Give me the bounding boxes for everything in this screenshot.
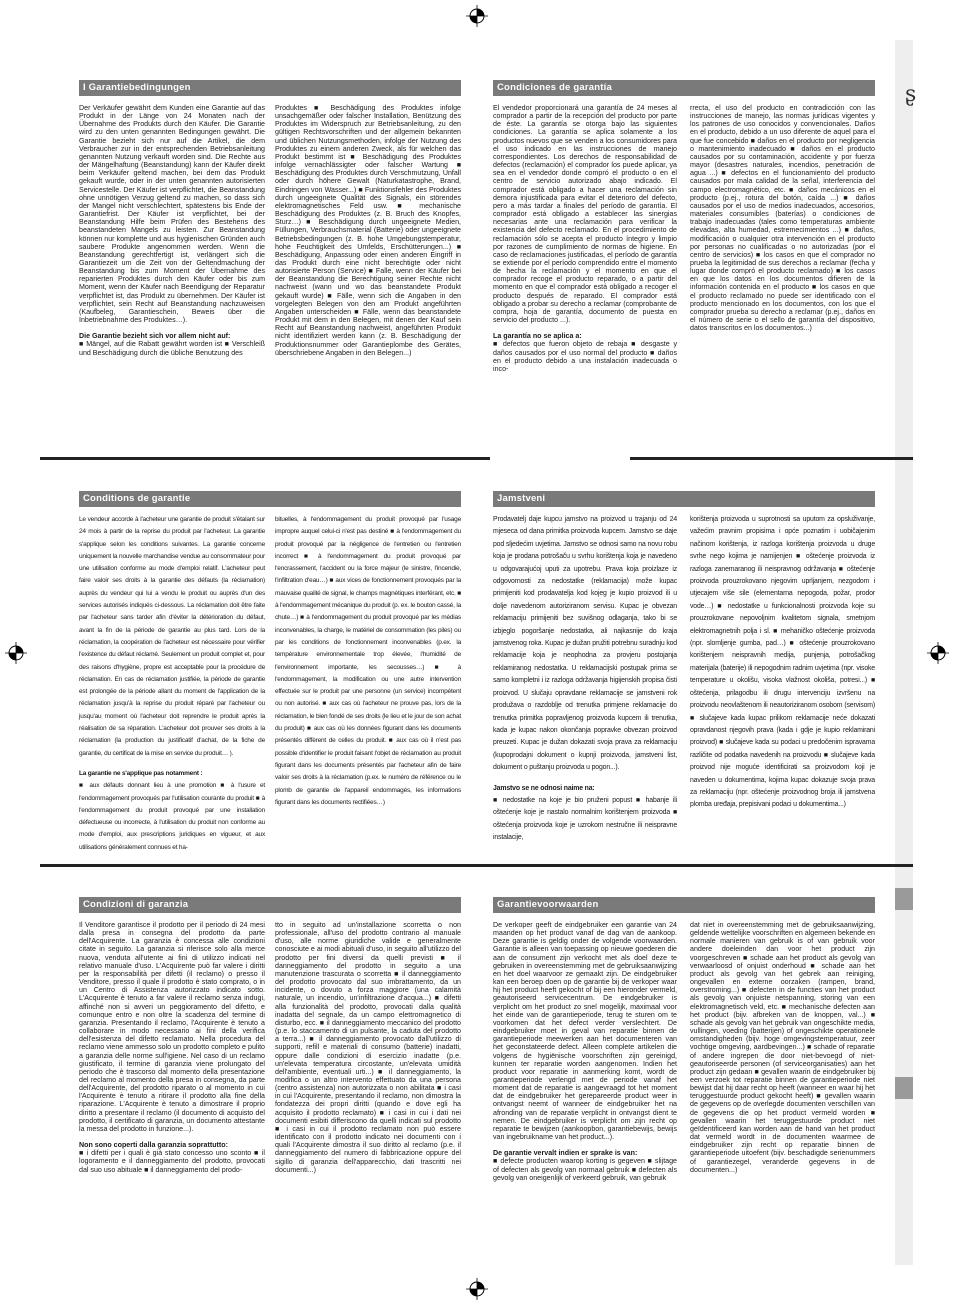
page-edge-tab: [895, 1077, 913, 1099]
exclusions-list: ■ i difetti per i quali è già stato concesso uno sconto ■ il logoramento e il danneggiamento del prodotto, provocati dal suo uso abituale ■ il danneggiamento del prodo-: [79, 1149, 265, 1174]
column-de-1: [79, 104, 265, 357]
section-title-de: I Garantiebedingungen: [79, 80, 461, 96]
column-hr-1: [493, 514, 677, 845]
cut-line: [40, 457, 913, 460]
column-nl-2: [690, 921, 875, 1174]
column-de-2: [275, 104, 461, 357]
paragraph: Der Verkäufer gewährt dem Kunden eine Garantie auf das Produkt in der Länge von 24 Monaten nach der Übernahme des Produkts durch den Käufer. Die Garantie wird zu den unten genannten Bedingungen gewährt. Die Garantie bezieht sich nur auf die Artikel, die dem Verbraucher zur in der entsprechenden Betriebsanleitung genannten Nutzung verkauft worden sind. Die Rechte aus der Mängelhaftung (Beanstandung) kann der Käufer direkt beim Verkäufer geltend machen, bei dem das Produkt gekauft wurde, oder in der unten genannten autorisierten Servicestelle. Der Käufer ist verpflichtet, die Beanstandung ohne unnötigen Verzug geltend zu machen, so dass sich der Mangel nicht verschlechtert, spätestens bis Ende der Garantiefrist. Der Käufer ist verpflichtet, bei der Beanstandung Hilfe beim Prüfen des Bestehens des beanstandeten Mangels zu leisten. Zur Beanstandung können nur komplette und aus hygienischen Gründen auch saubere Produkte angenommen werden. Wenn die Beanstandung gerechtfertigt ist, verlängert sich die Garantiezeit um die Zeit von der Geltendmachung der Beanstandung bis zum Moment der Übernahme des reparierten Produktes durch den Käufer oder bis zum Moment, wenn der Käufer nach Beendigung der Reparatur verpflichtet ist, das Produkt zu übernehmen. Der Käufer ist verpflichtet, sein Recht auf Beanstandung nachzuweisen (Kaufbeleg, Garantieschein, Beweis über die Inbetriebnahme des Produktes…).: [79, 104, 265, 325]
exclusions-list-cont: dat niet in overeenstemming met de gebruiksaanwijzing, geldende wettelijke voorschriften en algemeen bekende en normale manieren van gebruik is of van gebruik voor andere doeleinden dan voor het product zijn voorgeschreven ■ schade aan het product als gevolg van verwaarloosd of onjuist onderhoud ■ schade aan het product als gevolg van het gebrek aan reiniging, ongevallen en externe oorzaken (rampen, brand, overstroming...) ■ defecten in de functies van het product als gevolg van onjuiste netspanning, storing van een elektromagnetisch veld, etc. ■ mechanische defecten aan het product (bijv. afbreken van de knoppen, val...) ■ schade als gevolg van het gebruik van ongeschikte media, vullingen, voeding (batterijen) of ongeschikte operationele omstandigheden (bijv. hoge omgevingstemperatuur, zeer vochtige omgeving, aardbevingen...) ■ schade of reparatie of andere ingrepen die door niet-bevoegd of niet-geautoriseerde personen (of serviceorganisaties) aan het product zijn gedaan ■ gevallen waarin de eindgebruiker bij een verzoek tot reparatie binnen de garantieperiode niet bewijst dat hij daar recht op heeft (wanneer en waar hij het teruggestuurde product gekocht heeft) ■ gevallen waarin de gegevens op de overlegde documenten verschillen van de gegevens die op het product vermeld worden ■ gevallen waarin het teruggestuurde product niet geïdentificeerd kan worden aan de hand van het product dat vermeld wordt in de documenten waarmee de eindgebruiker zijn recht op reparatie binnen de garantieperiode uitoefent (bijv. beschadigde serienummers of garantiezegel, veranderde gegevens in de documenten...): [690, 921, 875, 1174]
column-fr-1: [79, 514, 265, 854]
column-hr-2: [690, 514, 875, 812]
corner-glyph: ʂ: [905, 82, 917, 107]
section-title-hr: Jamstveni: [493, 491, 875, 507]
paragraph: Il Venditore garantisce il prodotto per il periodo di 24 mesi dalla presa in consegna del prodotto da parte dell'Acquirente. La garanzia è concessa alle condizioni citate in seguito. La garanzia si riferisce solo alla merce nuova, venduta all'utente ai fini di utilizzo indicati nel relativo manuale d'uso. L'Acquirente può far valere i diritti per la responsabilità per difetti (il reclamo) o presso il Venditore, presso il quale il prodotto è stato comprato, o in un Centro di Assistenza autorizzato indicato sotto. L'Acquirente è tenuto a far valere il reclamo senza indugi, affinché non si avveri un peggioramento del difetto, e comunque entro e non oltre la scadenza del termine di garanzia. Presentando il reclamo, l'Acquirente è tenuto a collaborare in modo necessario ai fini della verifica dell'esistenza del difetto reclamato. Nella procedura del reclamo viene ammesso solo un prodotto completo e pulito a garanzia delle norme sull'igiene. Nel caso di un reclamo giustificato, il termine di garanzia viene prolungato del periodo che è trascorso dal momento della presentazione del reclamo al momento della presa in consegna, da parte dell'Acquirente, del prodotto riparato o al momento in cui l'Acquirente è tenuto a ritirare il prodotto alla fine della riparazione. L'Acquirente è tenuto a dimostrare il proprio diritto a presentare il reclamo (il documento di acquisto del prodotto, il certificato di garanzia, un documento attestante la messa del prodotto in funzione...).: [79, 921, 265, 1133]
column-nl-1: [493, 921, 677, 1182]
exclusions-heading: La garantie ne s'applique pas notamment :: [79, 769, 203, 777]
paragraph: El vendedor proporcionará una garantía de 24 meses al comprador a partir de la recepción del producto por parte de éste. La garantía se otorga bajo las siguientes condiciones. La garantía se aplica solamente a los productos nuevos que se venden a los consumidores para el uso indicado en las instrucciones de manejo correspondientes. Los derechos de responsabilidad de defectos (reclamación) el comprador los puede aplicar, ya sea en el vendedor donde compró el producto o en el centro de servicio autorizado abajo indicado. El comprador está obligado a hacer una reclamación sin demora injustificada para evitar el deterioro del defecto, pero a más tardar a finales del período de garantía. El comprador está obligado a establecer las sinergias necesarias ante una reclamación para verificar la existencia del defecto reclamado. En el procedimiento de reclamación sólo se acepta el producto íntegro y limpio por razones de cumplimiento de normas de higiene. En caso de reclamaciones justificadas, el período de garantía se extiende por el período comprendido entre el momento de hecha la reclamación y el momento en que el comprador recoge el producto reparado, o a partir del momento en que el comprador está obligado a recoger el producto después de reparado. El comprador está obligado a probar su derecho a reclamar (comprobante de compra, hoja de garantía, documento de puesta en servicio del producto ...).: [493, 104, 677, 325]
exclusions-list-cont: korištenja proizvoda u suprotnosti sa uputom za opsluživanje, važećim pravnim propisima i opće poznatim i uobičajenim načinom korištenja, iz razloga korištenja proizvoda u druge svrhe nego kojima je namijenjen ■ oštećenje proizvoda iz razloga zanemaranog ili neispravnog održavanja ■ oštećenje proizvoda prouzrokovano njegovim uprljanjem, nezgodom i utjecajem više sile (elementarna nepogoda, požar, prodor vode…) ■ nedostatke u funkcionalnosti proizvoda koje su prouzrokovane nepovoljnim kvalitetom signala, smetnjom elektromagnetnih polja i sl. ■ mehaničko oštećenje proizvoda (npr. slomljenje gumba, pad…) ■ oštećenje prouzrokovano korištenjem neispravnih medija, punjenja, potrošačkog materijala (baterije) ili nepogodnim radnim uvjetima (npr. visoke temperature u okolišu, visoka vlažnost okoliša, potresi...) ■ oštećenja, prilagodbu ili drugu intervenciju izvršenu na proizvodu neovlaštenom ili neautoriziranom osobom (servisom) ■ slučajeve kada kupac prilikom reklamacije neće dokazati opravdanost njegovih prava (kada i gdje je kupio reklamirani proizvod) ■ slučajeve kada su podaci u predočenim ispravama različite od podatka navedenih na proizvodu ■ slučajeve kada proizvod nije moguće identificirati sa proizvodom koji je naveden u dokumentima, kojima kupac dokazuje svoja prava za reklamaciju (npr. oštećenje proizvodnog broja ili jamstvena plomba uređaja, prepisivani podaci u dokumentima...): [690, 516, 875, 809]
registration-mark-bottom: [466, 1278, 488, 1300]
section-title-nl: Garantievoorwaarden: [493, 897, 875, 913]
page-edge-tab: [895, 888, 913, 910]
exclusions-list-cont: tto in seguito ad un'installazione scorretta o non professionale, all'uso del prodotto contrario al manuale d'uso, alle norme giuridiche valide e generalmente conosciute e ai modi abituali d'uso, in seguito all'utilizzo del prodotto per fini diversi da quelli previsti ■ il danneggiamento del prodotto in seguito a una manutenzione trascurata o scorretta ■ il danneggiamento del prodotto provocato dal suo imbrattamento, da un incidente, o dovuto a forza maggiore (una calamità naturale, un incendio, un'infiltrazione d'acqua...) ■ difetti alla funzionalità del prodotto, provocati dalla qualità inadatta del segnale, da un campo elettromagnetico di disturbo, ecc. ■ il danneggiamento meccanico del prodotto (p.e. lo staccamento di un pulsante, la caduta del prodotto a terra...) ■ il danneggiamento provocato dall'utilizzo di supporti, refill e materiali di consumo (batterie) inadatti, oppure dalle condizioni di esercizio inadatte (p.e. un'elevata temperatura circostante, un'elevata umidità dell'ambiente, eventuali urti...) ■ il danneggiamento, la modifica o un altro intervento effettuato da una persona (centro assistenza) non autorizzata o non abilitata ■ i casi in cui l'Acquirente, presentando il reclamo, non dimostra la fondatezza dei propri diritti (quando e dove egli ha acquisito il prodotto reclamato) ■ i casi in cui i dati nei documenti esibiti differiscono da quelli indicati sul prodotto ■ i casi in cui il prodotto reclamato non può essere identificato con il prodotto indicato nei documenti con i quali l'Acquirente dimostra il suo diritto al reclamo (p.e. il danneggiamento del numero di fabbricazione oppure del sigillo di garanzia dell'apparecchio, dati trascritti nei documenti...): [275, 921, 461, 1174]
exclusions-heading: Non sono coperti dalla garanzia soprattutto:: [79, 1141, 228, 1150]
column-es-2: [690, 104, 875, 332]
exclusions-heading: Die Garantie bezieht sich vor allem nicht auf:: [79, 332, 231, 341]
exclusions-list-cont: Produktes ■ Beschädigung des Produktes infolge unsachgemäßer oder falscher Installation, Benützung des Produktes im Widerspruch zur Betriebsanleitung, zu den gültigen Rechtsvorschriften und der allgemein bekannten und üblichen Nutzungsmethoden, infolge der Nutzung des Produktes zu einem anderen Zweck, als für welchen das Produkt bestimmt ist ■ Beschädigung des Produktes infolge vernachlässigter oder falscher Wartung ■ Beschädigung des Produktes durch Verschmutzung, Unfall oder durch höhere Gewalt (Naturkatastrophe, Brand, Eindringen von Wasser...) ■ Funktionsfehler des Produktes durch ungeeignete Qualität des Signals, ein störendes elektromagnetisches Feld usw. ■ mechanische Beschädigung des Produktes (z. B. Bruch des Knopfes, Sturz…) ■ Beschädigung durch ungeeignete Medien, Füllungen, Verbrauchsmaterial (Batterie) oder ungeeignete Betriebsbedingungen (z. B. hohe Umgebungstemperatur, hohe Feuchtigkeit des Umfelds, Erschütterungen...) ■ Beschädigung, Anpassung oder einen anderen Eingriff in das Produkt durch eine nicht berechtigte oder nicht autorisierte Person (Service) ■ Falle, wenn der Käufer bei der Beanstandung die Berechtigung seiner Rechte nicht nachweist (wann und wo das beanstandete Produkt gekauft wurde) ■ Fälle, wenn sich die Angaben in den vorgelegten Belegen von den am Produkt angeführten Angaben unterscheiden ■ Fälle, wenn das beanstandete Produkt mit dem in den Belegen, mit denen der Kauf sein Recht auf Beanstandung nachweist, angeführten Produkt nicht identifiziert werden kann (z. B. Beschädigung der Produktionsnummer oder Garantieplombe des Gerätes, überschriebene Angaben in den Belegen...): [275, 104, 461, 357]
section-title-it: Condizioni di garanzia: [79, 897, 461, 913]
column-fr-2: [275, 514, 461, 809]
registration-mark-left: [5, 642, 27, 664]
exclusions-list: ■ nedostatke na koje je bio pruženi popust ■ habanje ili oštećenje koje je nastalo normalnim korištenjem proizvoda ■ oštećenja proizvoda koje je uzrokom nestručne ili neispravne instalacije,: [493, 796, 677, 842]
column-it-1: [79, 921, 265, 1174]
exclusions-list-cont: rrecta, el uso del producto en contradicción con las instrucciones de manejo, las normas jurídicas vigentes y los patrones de uso conocidos y convencionales. Daños en el producto, debido a un uso diferente de aquel para el que fue concebido ■ daños en el producto por negligencia o mantenimiento inadecuado ■ daños en el producto causados por su contaminación, accidente y por fuerza mayor (desastres naturales, incendios, penetración de agua ...) ■ defectos en el funcionamiento del producto causados por mala calidad de la señal, interferencia del campo electromagnético, etc. ■ daños mecánicos en el producto (p.ej., rotura del botón, caída ...) ■ daños causados por el uso de medios inadecuados, accesorios, materiales consumibles (baterías) o condiciones de trabajo inadecuadas (tales como temperaturas ambiente elevadas, alta humedad, estremecimientos ...) ■ daños, modificación o cualquier otra intervención en el producto por personas no cualificadas o no autorizadas (por el centro de servicios) ■ los casos en que el comprador no prueba la legitimidad de sus derechos a reclamar (fecha y lugar donde compró el producto reclamado) ■ los casos en que los datos en los documentos difieren de la información contenida en el producto ■ los casos en que el producto reclamado no puede ser identificado con el producto mencionado en los documentos, con los que el comprador prueba su derecho a reclamar (p.ej., daños en el número de serie o el sello de garantía del dispositivo, datos transcritos en los documentos...): [690, 104, 875, 333]
exclusions-heading: La garantía no se aplica a:: [493, 332, 582, 341]
exclusions-heading: Jamstvo se ne odnosi naime na:: [493, 784, 595, 792]
exclusions-list-cont: bituelles, à l'endommagement du produit provoqué par l'usage impropre auquel celui-ci n'est pas destiné ■ à l'endommagement du produit provoqué par la négligence de l'entretien ou l'entretien incorrect ■ à l'endommagement du produit provoqué par l'encrassement, l'accident ou la force majeur (le sinistre, l'incendie, l'infiltration d'eau…) ■ aux vices de fonctionnement provoqués par la mauvaise qualité de signal, le champs magnétiques interférant, etc. ■ à l'endommagement mécanique du produit (p. ex. le bouton cassé, la chute…) ■ à l'endommagement du produit provoqué par les médias inconvenables, la charge, le matériel de consommation (les piles) ou par les conditions de fonctionnement inconvenables (p.ex. la température environnementale trop élevée, l'humidité de l'environnement importante, les secousses…) ■ à l'endommagement, la modification ou une autre intervention effectuée sur le produit par une personne (un service) incompétent ou non autorisé. ■ aux cas où l'acheteur ne prouve pas, lors de la réclamation, le bien fondé de ses droits (le lieu et le jour de son achat du produit) ■ aux cas où les données figurant dans les documents présentés diffèrent de celles du produit. ■ aux cas où il n'est pas possible d'identifier le produit faisant l'objet de réclamation au produit figurant dans les documents présentés par l'acheteur afin de faire valoir ses droits à la réclamation (p.ex. le numéro de référence ou le plomb de garantie de l'appareil endommagés, les informations figurant dans les documents rectifiées…): [275, 516, 461, 806]
registration-mark-top: [466, 5, 488, 27]
section-title-es: Condiciones de garantía: [493, 80, 875, 96]
column-es-1: [493, 104, 677, 373]
exclusions-list: ■ Mängel, auf die Rabatt gewährt worden ist ■ Verschleiß und Beschädigung durch die übliche Benutzung des: [79, 340, 265, 357]
paragraph: De verkoper geeft de eindgebruiker een garantie van 24 maanden op het product vanaf de dag van de aankoop. Deze garantie is geldig onder de volgende voorwaarden. Garantie is alleen van toepassing op nieuwe goederen die aan de consument zijn verkocht met als doel deze te gebruiken in overeenstemming met de gebruiksaanwijzing en het doel waarvoor ze gemaakt zijn. De eindgebruiker kan een beroep doen op de garantie bij de verkoper waar hij het product heeft gekocht of bij een hieronder vermeld, geautoriseerd servicecentrum. De eindgebruiker is verplicht om het product zo snel mogelijk, maximaal voor het einde van de garantieperiode, terug te sturen om te voorkomen dat het defect verder verslechtert. De eindgebruiker moet in geval van reparatie binnen de garantieperiode meewerken aan het documenteren van het geconstateerde defect. Alleen complete artikelen die volgens de hygiënische voorschriften zijn gereinigd, kunnen ter reparatie worden aangenomen. Indien het product voor reparatie in aanmerking komt, wordt de garantieperiode verlengd met de periode vanaf het moment dat de reparatie is aangevraagd tot het moment dat de eindgebruiker het gerepareerde product weer in ontvangst neemt of wanneer de eindgebruiker het na afronding van de reparatie verplicht in ontvangst dient te nemen. De eindgebruiker is verplicht om zijn recht op reparatie te bewijzen (aankoopbon, garantiebewijs, bewijs van ingebruikname van het product...).: [493, 921, 677, 1142]
exclusions-heading: De garantie vervalt indien er sprake is van:: [493, 1149, 638, 1158]
column-it-2: [275, 921, 461, 1174]
paragraph: Prodavatelj daje kupcu jamstvo na proizvod u trajanju od 24 mjeseca od dana primitka proizvoda kupcem. Jamstvo se daje pod sljedećim uvjetima. Jamstvo se odnosi samo na novu robu koja je prodana potrošaču u svrhu korištenja koja je navedeno u odgovarajućoj uputi za upotrebu. Prava koja proizlaze iz odgovornosti za nedostatke (reklamacija) može kupac primijeniti kod prodavatelja kod kojeg je kupio proizvod ili u dolje navedenom autoriziranom servisu. Kupac je obvezan reklamaciju primijeniti bez suvišnog odlaganja, tako bi se izbjeglo pogoršanje nedostatka, ali najkasnije do kraja jamstvenog roka. Kupac je dužan pružiti potrebnu suradnju kod reklamacije koja je neophodna za provjeru postojanja reklamiranog nedostatka. U reklamacijski postupak prima se samo kompletni i iz razloga održavanja higijenskih propisa čisti proizvod. U slučaju opravdane reklamacije se jamstveni rok produžava o razdoblje od trenutka primjene reklamacije do trenutka primitka popravljenog proizvoda kupcem ili trenutka, kada je kupac nakon okončanja popravke obvezan proizvod preuzeti. Kupac je dužan dokazati svoja prava za reklamaciju (kupoprodajni dokument o kupnji proizvoda, jamstveni list, dokument o puštanju proizvoda u pogon...).: [493, 516, 677, 772]
cut-line: [40, 864, 913, 867]
paragraph: Le vendeur accorde à l'acheteur une garantie de produit s'étalant sur 24 mois à partir de la reprise du produit par l'acheteur. La garantie s'applique selon les conditions suivantes. La garantie concerne uniquement la nouvelle marchandise vendue au consommateur pour une utilisation conforme au mode d'emploi relatif. L'acheteur peut faire valoir ses droits à la garantie des défauts (la réclamation) auprès du vendeur qui lui a vendu le produit ou auprès d'un des services autorisés indiqués ci-dessous. La réclamation doit être faite par l'acheteur sans tarder afin d'éviter la détérioration du défaut, avant la fin de la période de garantie au plus tard. Lors de la réclamation, la coopération de l'acheteur est nécessaire pour vérifier l'existence du défaut réclamé. Seulement un produit complet et, pour des raisons d'hygiène, propre est acceptable pour la procédure de réclamation. En cas de réclamation justifiée, la période de garantie est prolongée de la période allant du moment de l'application de la réclamation jusqu'à la reprise du produit réparé par l'acheteur ou jusqu'au moment où l'acheteur doit reprendre le produit après la réalisation de sa réparation. L'acheteur doit prouver ses droits à la réclamation (la production du justificatif d'achat, de la fiche de garantie, du certificat de la mise en service du produit… ).: [79, 516, 265, 757]
registration-mark-right: [927, 642, 949, 664]
exclusions-list: ■ defecte producten waarop korting is gegeven ■ slijtage of defecten als gevolg van normaal gebruik ■ defecten als gevolg van oneigenlijk of verkeerd gebruik, van gebruik: [493, 1157, 677, 1182]
section-title-fr: Conditions de garantie: [79, 491, 461, 507]
exclusions-list: ■ aux défauts donnant lieu à une promotion ■ à l'usure et l'endommagement provoqués par l'utilisation courante du produit ■ à l'endommagement du produit provoqué par une installation défectueuse ou incorrecte, à l'utilisation du produit non conforme au mode d'emploi, aux prescriptions juridiques en vigueur, et aux utilisations généralement connues et ha-: [79, 782, 265, 851]
exclusions-list: ■ defectos que fueron objeto de rebaja ■ desgaste y daños causados por el uso normal del producto ■ daños en el producto debido a una instalación inadecuada o inco-: [493, 340, 677, 373]
